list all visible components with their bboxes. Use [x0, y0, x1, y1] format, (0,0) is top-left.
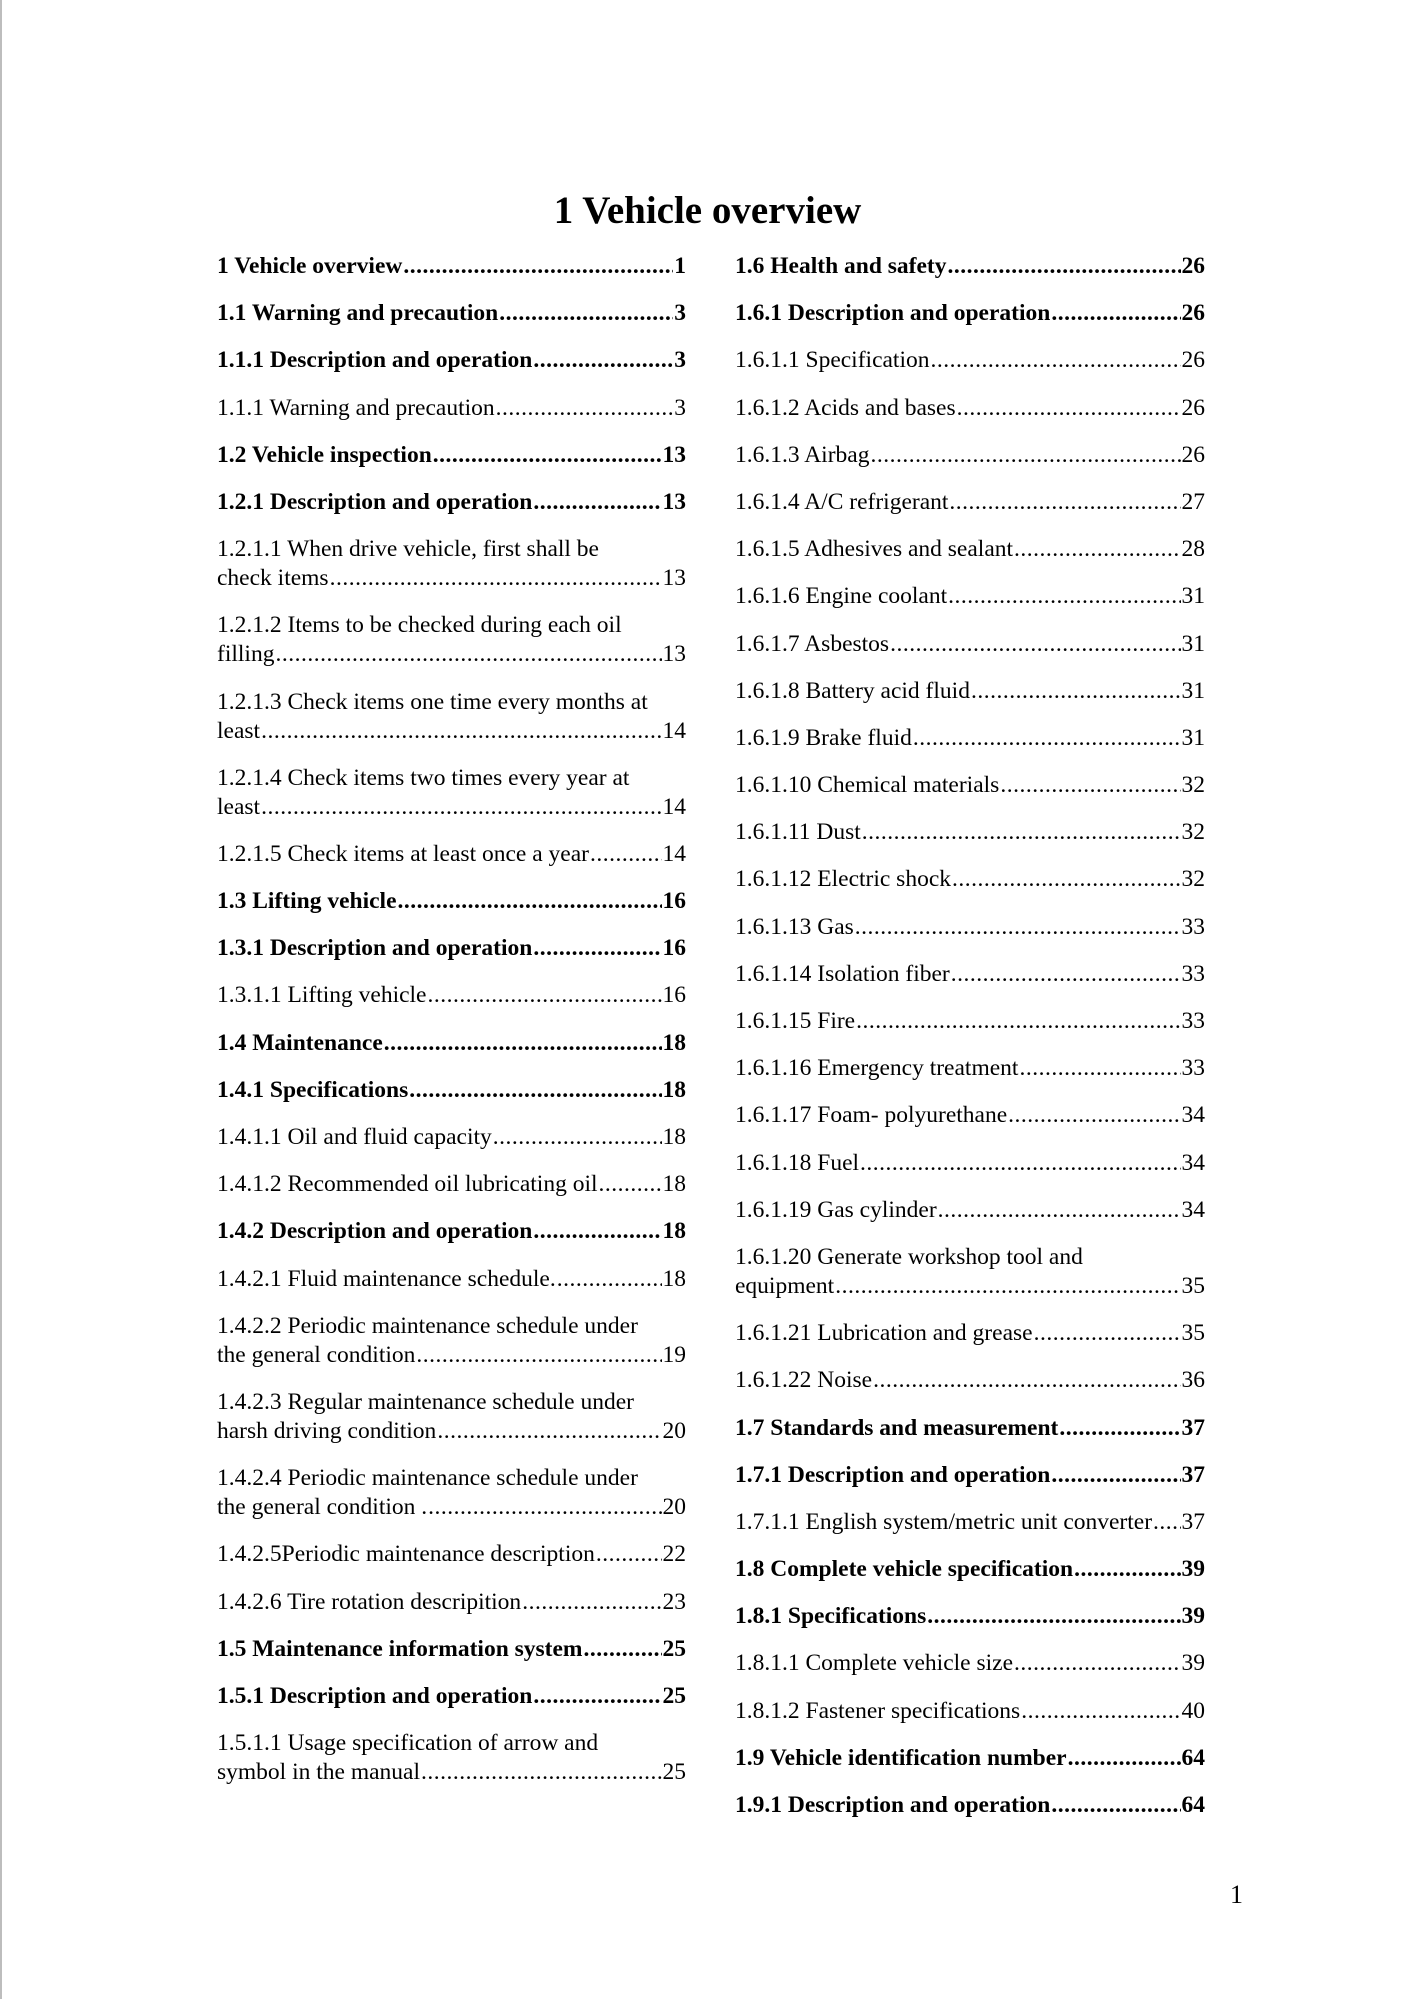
toc-entry-page: 34 — [1181, 1196, 1205, 1223]
toc-entry-title: 1.6.1.1 Specification — [735, 347, 930, 374]
toc-entry-title: 1.4.1.2 Recommended oil lubricating oil — [217, 1171, 598, 1198]
toc-entry-title: 1.6.1.15 Fire — [735, 1008, 856, 1034]
toc-entry-title: 1.5.1 Description and operation — [217, 1682, 533, 1709]
toc-dot-leader — [1074, 1555, 1180, 1584]
toc-entry-title: 1.4.1 Specifications — [217, 1076, 409, 1103]
toc-dot-leader — [870, 441, 1180, 470]
toc-entry[interactable] — [217, 1388, 686, 1446]
toc-entry-page: 22 — [662, 1541, 686, 1568]
toc-entry[interactable] — [735, 1101, 1205, 1130]
toc-entry[interactable] — [217, 346, 686, 375]
toc-entry[interactable] — [735, 1555, 1205, 1584]
toc-entry-title: 1.6.1.14 Isolation fiber — [735, 960, 950, 987]
toc-entry-title: 1.7 Standards and measurement — [735, 1414, 1059, 1441]
toc-dot-leader — [533, 934, 661, 963]
toc-entry-page: 37 — [1181, 1508, 1205, 1535]
toc-entry-page: 37 — [1181, 1414, 1205, 1441]
toc-dot-leader — [533, 488, 661, 517]
toc-entry-page: 18 — [662, 1076, 686, 1103]
toc-entry-title: 1.7.1.1 English system/metric unit converter — [735, 1508, 1153, 1535]
toc-entry-page: 33 — [1181, 1008, 1205, 1034]
toc-entry-title: 1.2.1 Description and operation — [217, 488, 533, 515]
toc-entry-page: 19 — [662, 1341, 686, 1368]
toc-entry-page: 25 — [662, 1759, 686, 1786]
toc-entry-title-first-line: 1.2.1.4 Check items two times every year at — [217, 764, 630, 791]
toc-entry-title: 1.1.1 Description and operation — [217, 347, 533, 374]
toc-entry[interactable] — [735, 1744, 1205, 1773]
toc-entry[interactable] — [735, 865, 1205, 894]
toc-entry-title: 1.7.1 Description and operation — [735, 1461, 1051, 1488]
toc-entry-page: 26 — [1181, 347, 1205, 374]
toc-entry[interactable] — [217, 1588, 686, 1617]
toc-entry-page: 3 — [674, 347, 686, 374]
toc-dot-leader — [1068, 1744, 1181, 1773]
toc-entry-page: 64 — [1181, 1792, 1205, 1818]
page-title: 1 Vehicle overview — [553, 189, 862, 232]
toc-dot-leader — [557, 1265, 662, 1294]
toc-entry-title-first-line: 1.2.1.1 When drive vehicle, first shall be — [217, 536, 599, 563]
toc-dot-leader — [1059, 1414, 1180, 1443]
toc-entry-page: 3 — [674, 394, 686, 421]
toc-entry-title-first-line: 1.6.1.20 Generate workshop tool and — [735, 1243, 1083, 1270]
toc-entry-title: 1.6.1.4 A/C refrigerant — [735, 488, 949, 515]
toc-entry-title: 1.4.2.1 Fluid maintenance schedule. — [217, 1265, 556, 1292]
toc-dot-leader — [275, 640, 661, 669]
toc-entry-page: 31 — [1181, 677, 1205, 704]
toc-entry[interactable] — [735, 1602, 1205, 1631]
toc-entry-title: 1.5 Maintenance information system — [217, 1635, 583, 1662]
toc-dot-leader — [533, 346, 673, 375]
toc-dot-leader — [1014, 1649, 1180, 1678]
toc-entry[interactable] — [735, 394, 1205, 423]
toc-entry[interactable] — [217, 488, 686, 517]
toc-dot-leader — [1153, 1508, 1180, 1537]
toc-entry[interactable] — [735, 535, 1205, 564]
toc-entry-page: 20 — [662, 1494, 686, 1521]
toc-entry-title: 1 Vehicle overview — [217, 253, 403, 279]
toc-dot-leader — [1008, 1101, 1180, 1130]
toc-entry-page: 35 — [1181, 1320, 1205, 1347]
toc-entry-page: 16 — [662, 888, 686, 915]
toc-dot-leader — [261, 717, 661, 746]
toc-entry[interactable] — [735, 960, 1205, 989]
toc-dot-leader — [957, 394, 1181, 423]
toc-dot-leader — [596, 1540, 662, 1569]
toc-entry-title: 1.2.1.5 Check items at least once a year — [217, 840, 589, 867]
toc-dot-leader — [403, 252, 673, 281]
toc-dot-leader — [437, 1417, 661, 1446]
toc-entry-title: filling — [217, 641, 275, 668]
toc-dot-leader — [890, 630, 1180, 659]
toc-entry[interactable] — [735, 1697, 1205, 1726]
toc-dot-leader — [855, 913, 1181, 942]
toc-dot-leader — [384, 1029, 662, 1058]
toc-dot-leader — [584, 1635, 662, 1664]
toc-entry[interactable] — [735, 818, 1205, 847]
toc-entry[interactable] — [217, 1464, 686, 1522]
toc-entry[interactable] — [735, 1007, 1205, 1036]
toc-entry[interactable] — [735, 582, 1205, 611]
toc-entry-page: 18 — [662, 1124, 686, 1150]
toc-entry-title: 1.6.1.10 Chemical materials — [735, 772, 1000, 799]
toc-entry[interactable] — [217, 887, 686, 916]
toc-entry-title-first-line: 1.4.2.3 Regular maintenance schedule under — [217, 1388, 634, 1415]
toc-entry-title: 1.4.1.1 Oil and fluid capacity — [217, 1124, 492, 1150]
toc-entry-page: 25 — [662, 1635, 686, 1662]
toc-right-column — [735, 252, 1205, 1838]
toc-entry[interactable] — [735, 724, 1205, 753]
toc-entry-title: equipment — [735, 1272, 835, 1299]
toc-entry-title: 1.6.1.3 Airbag — [735, 441, 870, 468]
toc-entry-page: 33 — [1181, 913, 1205, 940]
toc-entry[interactable] — [217, 688, 686, 746]
toc-dot-leader — [428, 981, 662, 1010]
toc-entry[interactable] — [735, 677, 1205, 706]
toc-entry-page: 34 — [1181, 1149, 1205, 1176]
toc-entry-title: 1.8.1 Specifications — [735, 1603, 927, 1630]
toc-entry[interactable] — [735, 1243, 1205, 1301]
toc-entry-page: 26 — [1181, 300, 1205, 327]
toc-entry-title: 1.4 Maintenance — [217, 1029, 383, 1056]
toc-entry-page: 18 — [662, 1171, 686, 1198]
toc-entry[interactable] — [217, 1265, 686, 1294]
toc-entry-title: 1.3 Lifting vehicle — [217, 888, 397, 915]
toc-entry-title: 1.9.1 Description and operation — [735, 1792, 1051, 1818]
toc-dot-leader — [1000, 771, 1180, 800]
toc-dot-leader — [949, 488, 1180, 517]
toc-entry-title: 1.2 Vehicle inspection — [217, 441, 432, 468]
toc-entry-page: 23 — [662, 1588, 686, 1615]
toc-entry-title: 1.1.1 Warning and precaution — [217, 394, 495, 421]
toc-entry-title: 1.9 Vehicle identification number — [735, 1744, 1067, 1771]
toc-entry[interactable] — [217, 1217, 686, 1246]
toc-dot-leader — [599, 1170, 662, 1199]
toc-dot-leader — [913, 724, 1181, 753]
toc-dot-leader — [409, 1076, 661, 1105]
toc-entry-page: 20 — [662, 1417, 686, 1444]
toc-entry-page: 31 — [1181, 630, 1205, 657]
toc-entry[interactable] — [217, 1170, 686, 1199]
toc-entry-page: 1 — [674, 253, 686, 279]
toc-entry-title: 1.4.2 Description and operation — [217, 1218, 533, 1245]
toc-dot-leader — [1051, 1461, 1180, 1490]
toc-dot-leader — [938, 1196, 1181, 1225]
toc-dot-leader — [952, 865, 1180, 894]
toc-dot-leader — [493, 1123, 662, 1152]
toc-entry[interactable] — [217, 934, 686, 963]
toc-entry[interactable] — [735, 299, 1205, 328]
toc-left-column — [217, 252, 686, 1805]
toc-entry[interactable] — [735, 771, 1205, 800]
toc-entry-title: 1.6.1.19 Gas cylinder — [735, 1196, 937, 1223]
toc-dot-leader — [948, 582, 1180, 611]
toc-entry[interactable] — [735, 1366, 1205, 1395]
toc-entry-page: 32 — [1181, 866, 1205, 893]
toc-dot-leader — [522, 1588, 661, 1617]
toc-entry-title: 1.6.1.9 Brake fluid — [735, 724, 912, 751]
toc-entry-title: harsh driving condition — [217, 1417, 437, 1444]
toc-dot-leader — [927, 1602, 1180, 1631]
toc-dot-leader — [835, 1272, 1180, 1301]
toc-entry-title: symbol in the manual — [217, 1759, 420, 1786]
toc-entry-title: 1.6.1.17 Foam- polyurethane — [735, 1102, 1008, 1129]
toc-entry-title: 1.6.1.21 Lubrication and grease — [735, 1320, 1033, 1347]
toc-entry-page: 64 — [1181, 1744, 1205, 1771]
toc-entry-title-first-line: 1.4.2.2 Periodic maintenance schedule under — [217, 1312, 638, 1339]
toc-entry-page: 14 — [662, 840, 686, 867]
toc-dot-leader — [1034, 1319, 1181, 1348]
toc-entry-title: 1.3.1 Description and operation — [217, 935, 533, 962]
toc-entry-title: 1.6.1.18 Fuel — [735, 1149, 860, 1176]
toc-entry-title: 1.1 Warning and precaution — [217, 300, 499, 327]
toc-entry-page: 13 — [662, 641, 686, 668]
toc-entry-page: 32 — [1181, 772, 1205, 799]
toc-entry[interactable] — [735, 1196, 1205, 1225]
toc-entry[interactable] — [217, 1682, 686, 1711]
toc-entry-page: 26 — [1181, 441, 1205, 468]
toc-dot-leader — [330, 564, 662, 593]
toc-entry[interactable] — [735, 346, 1205, 375]
toc-entry[interactable] — [217, 1540, 686, 1569]
toc-entry[interactable] — [217, 764, 686, 822]
toc-entry[interactable] — [735, 630, 1205, 659]
toc-entry-title: least — [217, 793, 261, 820]
toc-dot-leader — [930, 346, 1180, 375]
toc-entry-page: 39 — [1181, 1650, 1205, 1677]
toc-entry-title-first-line: 1.4.2.4 Periodic maintenance schedule under — [217, 1465, 638, 1492]
toc-entry-page: 25 — [662, 1682, 686, 1709]
toc-dot-leader — [948, 252, 1181, 281]
toc-entry-title: 1.3.1.1 Lifting vehicle — [217, 982, 427, 1009]
toc-entry-page: 13 — [662, 565, 686, 592]
toc-entry-page: 34 — [1181, 1102, 1205, 1129]
toc-entry-page: 33 — [1181, 1055, 1205, 1082]
toc-entry-title: 1.6.1.13 Gas — [735, 913, 854, 940]
toc-entry[interactable] — [217, 840, 686, 869]
toc-dot-leader — [416, 1341, 661, 1370]
toc-entry-page: 32 — [1181, 819, 1205, 846]
toc-dot-leader — [533, 1217, 661, 1246]
toc-entry[interactable] — [217, 299, 686, 328]
toc-entry[interactable] — [735, 488, 1205, 517]
toc-dot-leader — [261, 793, 661, 822]
toc-entry[interactable] — [217, 1123, 686, 1152]
toc-dot-leader — [421, 1758, 662, 1787]
toc-entry-page: 39 — [1181, 1603, 1205, 1630]
toc-entry-title: the general condition — [217, 1341, 416, 1368]
toc-entry-title-first-line: 1.5.1.1 Usage specification of arrow and — [217, 1730, 599, 1757]
toc-entry-page: 36 — [1181, 1367, 1205, 1394]
toc-entry[interactable] — [217, 1635, 686, 1664]
toc-dot-leader — [860, 1149, 1180, 1178]
toc-entry-title: 1.6.1.12 Electric shock — [735, 866, 952, 893]
toc-entry-title: 1.8 Complete vehicle specification — [735, 1556, 1074, 1583]
toc-entry[interactable] — [217, 535, 686, 593]
toc-dot-leader — [590, 840, 662, 869]
toc-entry-page: 18 — [662, 1218, 686, 1245]
toc-entry[interactable] — [735, 1461, 1205, 1490]
toc-entry[interactable] — [217, 252, 686, 281]
toc-dot-leader — [1051, 1791, 1180, 1820]
toc-entry-page: 13 — [662, 441, 686, 468]
toc-dot-leader — [862, 818, 1181, 847]
toc-dot-leader — [499, 299, 673, 328]
toc-dot-leader — [1019, 1054, 1180, 1083]
toc-entry-page: 3 — [674, 300, 686, 327]
toc-entry-page: 26 — [1181, 394, 1205, 421]
toc-entry-page: 26 — [1181, 253, 1205, 279]
toc-entry-page: 40 — [1181, 1697, 1205, 1724]
toc-entry[interactable] — [217, 1312, 686, 1370]
toc-entry[interactable] — [217, 441, 686, 470]
toc-entry-title-first-line: 1.2.1.2 Items to be checked during each oil — [217, 612, 622, 639]
page-number: 1 — [1230, 1880, 1243, 1909]
toc-entry-page: 31 — [1181, 583, 1205, 610]
toc-entry[interactable] — [735, 1054, 1205, 1083]
toc-dot-leader — [533, 1682, 661, 1711]
toc-dot-leader — [1014, 535, 1180, 564]
toc-entry[interactable] — [735, 1414, 1205, 1443]
toc-entry-title: 1.6.1.22 Noise — [735, 1367, 873, 1394]
toc-entry-title: 1.6.1.8 Battery acid fluid — [735, 677, 970, 704]
toc-entry-page: 14 — [662, 793, 686, 820]
toc-entry[interactable] — [217, 981, 686, 1010]
toc-entry-title: 1.8.1.2 Fastener specifications — [735, 1697, 1021, 1724]
toc-entry-page: 16 — [662, 982, 686, 1009]
toc-entry-page: 14 — [662, 717, 686, 744]
toc-dot-leader — [398, 887, 662, 916]
toc-entry[interactable] — [735, 1149, 1205, 1178]
toc-entry[interactable] — [735, 441, 1205, 470]
toc-entry-title: 1.6.1.2 Acids and bases — [735, 394, 956, 421]
toc-entry[interactable] — [217, 1076, 686, 1105]
toc-entry-page: 27 — [1181, 488, 1205, 515]
toc-entry-page: 37 — [1181, 1461, 1205, 1488]
toc-entry[interactable] — [217, 1729, 686, 1787]
toc-entry-title: 1.6.1.7 Asbestos — [735, 630, 890, 657]
toc-entry[interactable] — [735, 1319, 1205, 1348]
toc-dot-leader — [428, 1493, 661, 1522]
toc-dot-leader — [433, 441, 662, 470]
page-edge — [0, 0, 2, 1999]
toc-entry-page: 35 — [1181, 1272, 1205, 1299]
toc-entry[interactable] — [735, 1791, 1205, 1820]
toc-entry-title: 1.6.1.11 Dust — [735, 819, 861, 846]
toc-entry-page: 16 — [662, 935, 686, 962]
toc-dot-leader — [951, 960, 1181, 989]
toc-entry[interactable] — [217, 1029, 686, 1058]
toc-entry-title: 1.6.1.16 Emergency treatment — [735, 1055, 1019, 1082]
toc-entry-page: 31 — [1181, 724, 1205, 751]
toc-entry[interactable] — [735, 913, 1205, 942]
toc-entry-page: 18 — [662, 1029, 686, 1056]
toc-entry-page: 28 — [1181, 536, 1205, 563]
toc-dot-leader — [1021, 1697, 1180, 1726]
toc-dot-leader — [1051, 299, 1180, 328]
toc-entry-title: check items — [217, 565, 329, 592]
toc-entry-title: 1.6.1.5 Adhesives and sealant — [735, 536, 1014, 563]
toc-entry-title: the general condition . — [217, 1494, 428, 1521]
toc-entry[interactable] — [735, 1508, 1205, 1537]
toc-entry[interactable] — [217, 611, 686, 669]
toc-entry-page: 13 — [662, 488, 686, 515]
toc-entry-title: 1.4.2.6 Tire rotation descripition — [217, 1588, 522, 1615]
toc-entry-page: 33 — [1181, 960, 1205, 987]
toc-entry-title: 1.6 Health and safety — [735, 253, 947, 279]
toc-entry-title: 1.6.1 Description and operation — [735, 300, 1051, 327]
toc-dot-leader — [873, 1366, 1180, 1395]
toc-entry-title: 1.8.1.1 Complete vehicle size — [735, 1650, 1014, 1677]
toc-entry-title: 1.6.1.6 Engine coolant — [735, 583, 948, 610]
toc-entry[interactable] — [217, 394, 686, 423]
toc-dot-leader — [856, 1007, 1180, 1036]
toc-entry-title: 1.4.2.5Periodic maintenance description — [217, 1541, 595, 1568]
toc-entry[interactable] — [735, 252, 1205, 281]
toc-entry[interactable] — [735, 1649, 1205, 1678]
toc-entry-page: 39 — [1181, 1556, 1205, 1583]
toc-dot-leader — [496, 394, 674, 423]
toc-entry-title: least — [217, 717, 261, 744]
toc-entry-title-first-line: 1.2.1.3 Check items one time every months at — [217, 688, 648, 715]
toc-dot-leader — [971, 677, 1181, 706]
toc-entry-page: 18 — [662, 1265, 686, 1292]
